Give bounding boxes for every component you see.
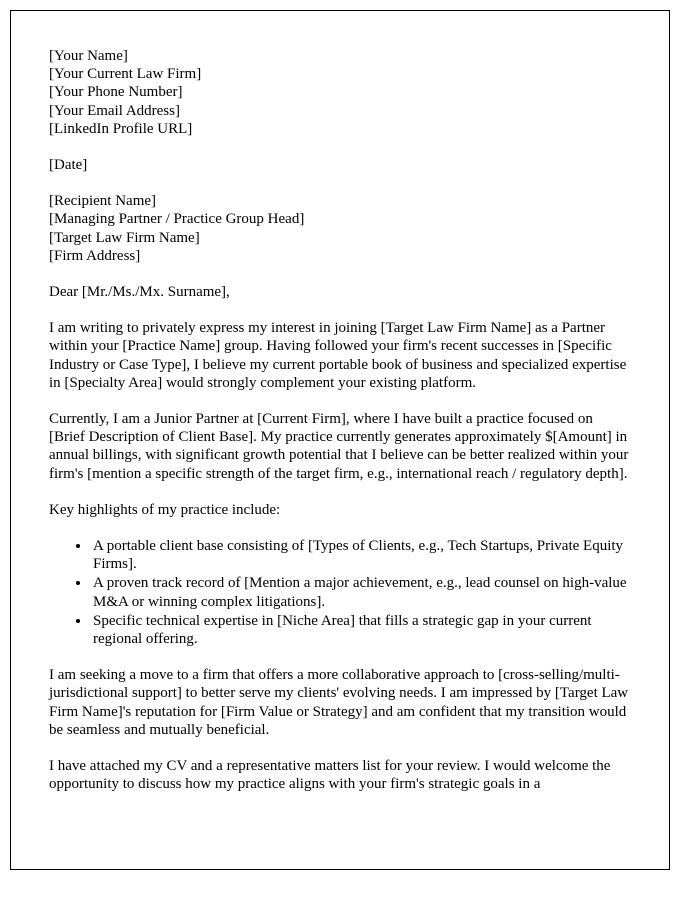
recipient-name-line: [Recipient Name] — [49, 193, 157, 210]
paragraph-seeking: I am seeking a move to a firm that offers a more collaborative approach to [cross-selling/multi-jurisdictional support] to better serve my clients' evolving needs. I am impressed by [Target Law Firm Name]'s reputation for [Firm Value or Strategy] and am confident that my transition would be seamless and mutually beneficial. — [49, 667, 629, 738]
sender-name-line: [Your Name] — [49, 48, 128, 64]
recipient-title-line: [Managing Partner / Practice Group Head] — [49, 211, 305, 228]
sender-phone-line: [Your Phone Number] — [49, 84, 183, 101]
paragraph-intro: I am writing to privately express my interest in joining [Target Law Firm Name] as a Partner within your [Practice Name] group. Having followed your firm's recent successes in [Specific Industry or Case Type], I believe my current portable book of business and specialized expertise in [Specialty Area] would strongly complement your existing platform. — [49, 320, 627, 391]
sender-block — [49, 47, 629, 138]
paragraph-current-practice: Currently, I am a Junior Partner at [Current Firm], where I have built a practice focused on [Brief Description of Client Base]. My practice currently generates approximately $[Amount] in annual billings, with significant growth potential that I believe can be better realized within your firm's [mention a specific strength of the target firm, e.g., international reach / regulatory depth]. — [49, 411, 629, 482]
highlight-item-expertise: • Specific technical expertise in [Niche Area] that fills a strategic gap in your current regional offering. — [91, 612, 629, 648]
letter-page — [10, 10, 670, 870]
recipient-firm-line: [Target Law Firm Name] — [49, 229, 200, 246]
highlight-item-track-record: • A proven track record of [Mention a major achievement, e.g., lead counsel on high-value M&A or winning complex litigations]. — [91, 574, 629, 610]
date-block — [49, 156, 629, 174]
recipient-address-line: [Firm Address] — [49, 247, 141, 264]
recipient-block — [49, 192, 629, 265]
sender-linkedin-line: [LinkedIn Profile URL] — [49, 120, 193, 137]
sender-email-line: [Your Email Address] — [49, 102, 180, 119]
highlights-heading: Key highlights of my practice include: — [49, 501, 281, 518]
paragraph-closing: I have attached my CV and a representative matters list for your review. I would welcome the opportunity to discuss how my practice aligns with your firm's strategic goals in a — [49, 758, 611, 793]
salutation: Dear [Mr./Ms./Mx. Surname], — [49, 284, 230, 301]
highlights-list — [49, 537, 629, 648]
sender-firm-line: [Your Current Law Firm] — [49, 66, 202, 83]
date-line: [Date] — [49, 157, 88, 174]
highlight-item-client-base: • A portable client base consisting of [Types of Clients, e.g., Tech Startups, Private Equity Firms]. — [91, 537, 629, 573]
